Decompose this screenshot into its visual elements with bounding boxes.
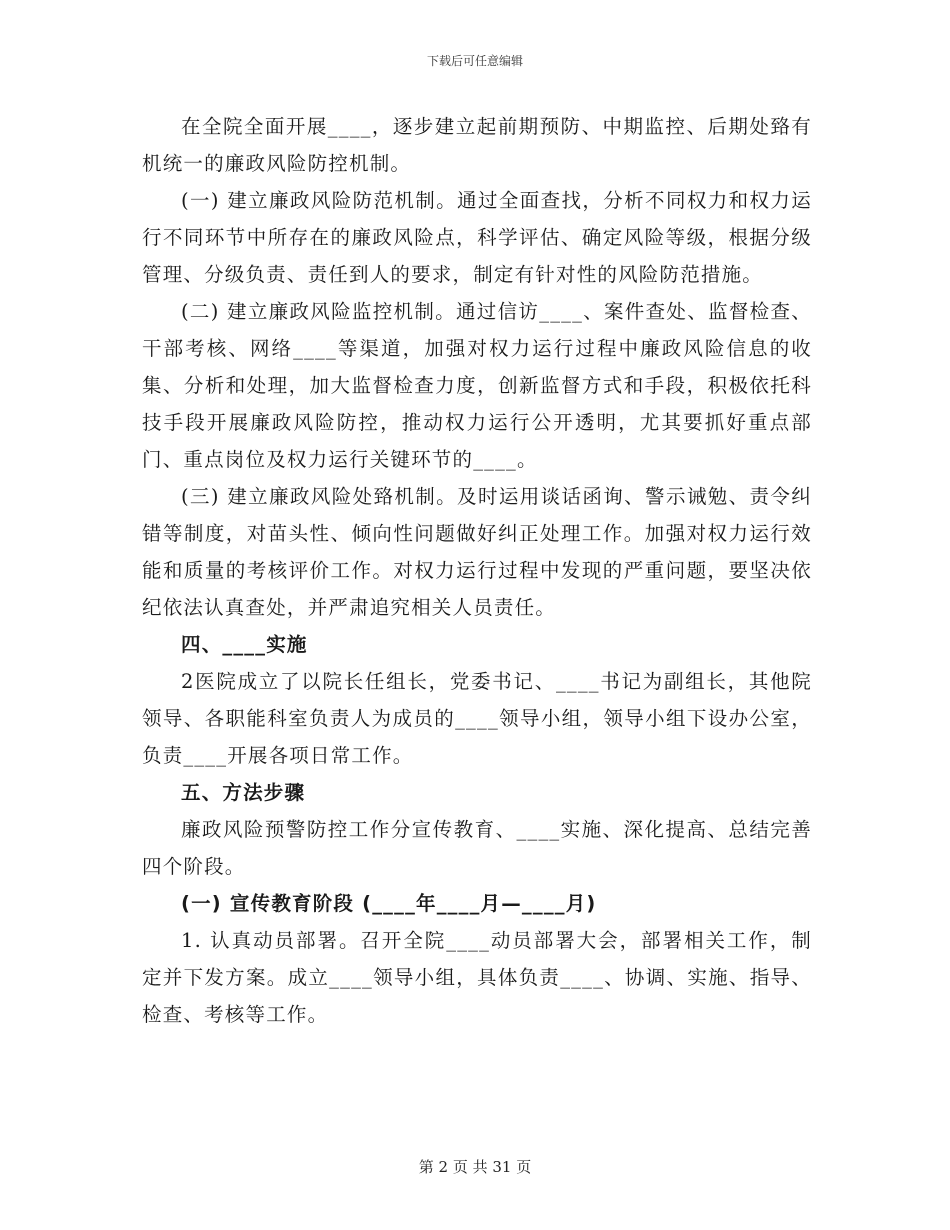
paragraph-step-1: 1. 认真动员部署。召开全院____动员部署大会，部署相关工作，制定并下发方案。成立____领导小组，具体负责____、协调、实施、指导、检查、考核等工作。 bbox=[142, 929, 812, 1026]
section-heading-4: 四、____实施 bbox=[181, 633, 308, 656]
paragraph-prevention: (一) 建立廉政风险防范机制。通过全面查找，分析不同权力和权力运行不同环节中所存在的廉政风险点，科学评估、确定风险等级，根据分级管理、分级负责、责任到人的要求，制定有针对性的风险防范措施。 bbox=[142, 189, 812, 286]
paragraph-organization: 2医院成立了以院长任组长，党委书记、____书记为副组长，其他院领导、各职能科室负责人为成员的____领导小组，领导小组下设办公室，负责____开展各项日常工作。 bbox=[142, 670, 812, 767]
paragraph-monitoring: (二) 建立廉政风险监控机制。通过信访____、案件查处、监督检查、干部考核、网络____等渠道，加强对权力运行过程中廉政风险信息的收集、分析和处理，加大监督检查力度，创新监督方式和手段，积极依托科技手段开展廉政风险防控，推动权力运行公开透明，尤其要抓好重点部门、重点岗位及权力运行关键环节的____。 bbox=[142, 300, 812, 471]
paragraph-intro: 在全院全面开展____，逐步建立起前期预防、中期监控、后期处臵有机统一的廉政风险防控机制。 bbox=[142, 115, 812, 175]
section-heading-5: 五、方法步骤 bbox=[181, 781, 306, 804]
paragraph-stages: 廉政风险预警防控工作分宣传教育、____实施、深化提高、总结完善四个阶段。 bbox=[142, 818, 812, 878]
document-body bbox=[142, 108, 812, 1033]
page-header: 下载后可任意编辑 bbox=[426, 54, 523, 68]
subsection-heading-stage-1: (一) 宣传教育阶段 (____年____月—____月) bbox=[181, 892, 597, 915]
page-footer: 第 2 页 共 31 页 bbox=[418, 1158, 532, 1176]
paragraph-handling: (三) 建立廉政风险处臵机制。及时运用谈话函询、警示诫勉、责令纠错等制度，对苗头性、倾向性问题做好纠正处理工作。加强对权力运行效能和质量的考核评价工作。对权力运行过程中发现的严重问题，要坚决依纪依法认真查处，并严肃追究相关人员责任。 bbox=[142, 485, 812, 619]
